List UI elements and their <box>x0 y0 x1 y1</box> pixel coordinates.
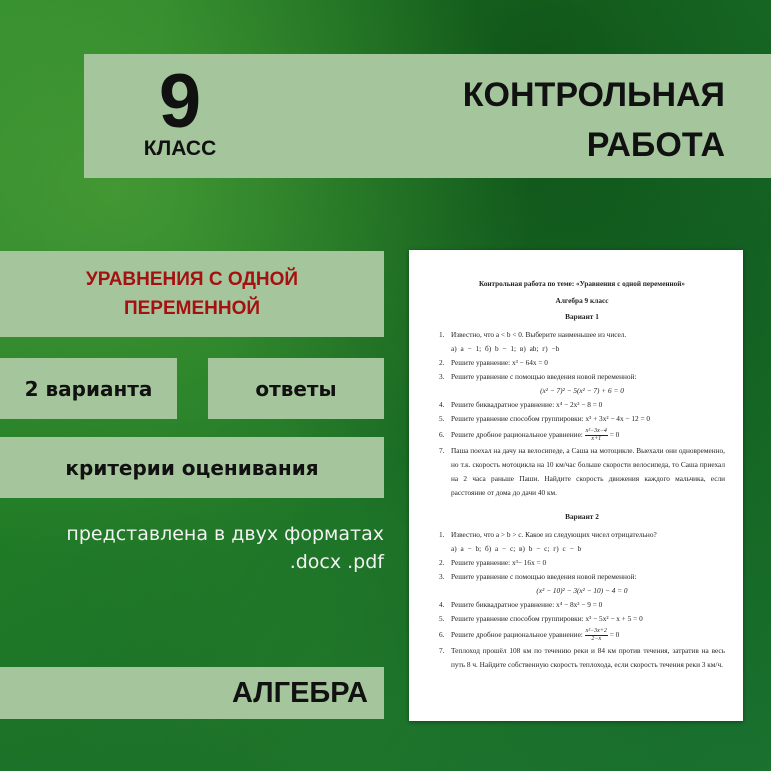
variant-1-heading: Вариант 1 <box>565 312 599 321</box>
topic-line-1: УРАВНЕНИЯ С ОДНОЙ <box>85 269 299 290</box>
question-item: 6. Решите дробное рациональное уравнение: $\frac{\text{x²−3x−4}}{x+1}$ = 0 <box>439 427 620 442</box>
grade-block <box>140 59 220 160</box>
variants-badge <box>0 358 177 419</box>
subject-banner <box>0 667 384 719</box>
criteria-label: критерии оценивания <box>65 455 319 480</box>
question-item: 5. Решите уравнение способом группировки: x³ + 3x² − 4x − 12 = 0 <box>439 414 651 423</box>
topic-title <box>86 265 298 323</box>
question-item: 2. Решите уравнение: x³ − 64x = 0 <box>439 358 548 367</box>
question-item: 6. Решите дробное рациональное уравнение: $\frac{\text{x²−3x+2}}{2-x}$ = 0 <box>439 627 620 642</box>
answer-options: а) a − b; б) a − c; в) b − c; г) c − b <box>451 544 582 553</box>
formats-line-2: .docx .pdf <box>289 551 384 573</box>
document-title: Контрольная работа по теме: «Уравнения с одной переменной» <box>478 280 686 288</box>
answers-badge <box>208 358 384 419</box>
subject-label: АЛГЕБРА <box>231 676 368 709</box>
question-item: 4. Решите биквадратное уравнение: x⁴ − 2x² − 8 = 0 <box>439 400 603 409</box>
page-title <box>463 70 725 170</box>
header-banner <box>84 54 771 178</box>
question-item: 5. Решите уравнение способом группировки: x³ − 5x² − x + 5 = 0 <box>439 614 643 623</box>
grade-label: КЛАСС <box>143 137 217 160</box>
question-item: 7. Теплоход прошёл 108 км по течению реки и 84 км против течения, затратив на весь путь 8 ч. Найдите собственную скорость теплохода, если скорость течения реки 3 км/ч. <box>439 646 725 669</box>
question-item: 7. Паша поехал на дачу на велосипеде, а Саша на мотоцикле. Выехали они одновременно, но т.к. скорость мотоцикла на 10 км/час больше скорости велосипеда, то Саша приехал на 2 часа раньше Паши. Найдите скорость движения каждого мальчика, если расстояние от дома до дачи 40 км. <box>439 446 725 497</box>
fraction: $\frac{\text{x²−3x+2}}{2-x}$ <box>585 627 607 642</box>
question-item: 2. Решите уравнение: x³− 16x = 0 <box>439 558 547 567</box>
document-preview <box>409 250 743 721</box>
topic-box <box>0 251 384 337</box>
document-subtitle: Алгебра 9 класс <box>555 296 609 305</box>
question-item: 1. Известно, что a < b < 0. Выберите наименьшее из чисел. <box>439 330 627 339</box>
answers-label: ответы <box>255 376 337 401</box>
equation: (x² − 10)² − 3(x² − 10) − 4 = 0 <box>536 586 628 595</box>
question-item: 3. Решите уравнение с помощью введения новой переменной: <box>439 572 637 581</box>
question-item: 1. Известно, что a > b > c. Какое из следующих чисел отрицательно? <box>439 530 657 539</box>
title-line-2: РАБОТА <box>586 126 725 164</box>
variants-label: 2 варианта <box>24 376 153 401</box>
title-line-1: КОНТРОЛЬНАЯ <box>462 76 725 114</box>
criteria-badge <box>0 437 384 498</box>
formats-line-1: представлена в двух форматах <box>66 523 384 545</box>
question-item: 4. Решите биквадратное уравнение: x⁴ − 8x² − 9 = 0 <box>439 600 603 609</box>
formats-note <box>66 520 384 576</box>
fraction: $\frac{\text{x²−3x−4}}{x+1}$ <box>585 427 607 442</box>
topic-line-2: ПЕРЕМЕННОЙ <box>123 298 261 319</box>
variant-2-heading: Вариант 2 <box>565 512 599 521</box>
equation: (x² − 7)² − 5(x² − 7) + 6 = 0 <box>540 386 624 395</box>
answer-options: а) a − 1; б) b − 1; в) ab; г) −b <box>451 344 560 353</box>
question-item: 3. Решите уравнение с помощью введения новой переменной: <box>439 372 637 381</box>
grade-number: 9 <box>158 59 202 144</box>
